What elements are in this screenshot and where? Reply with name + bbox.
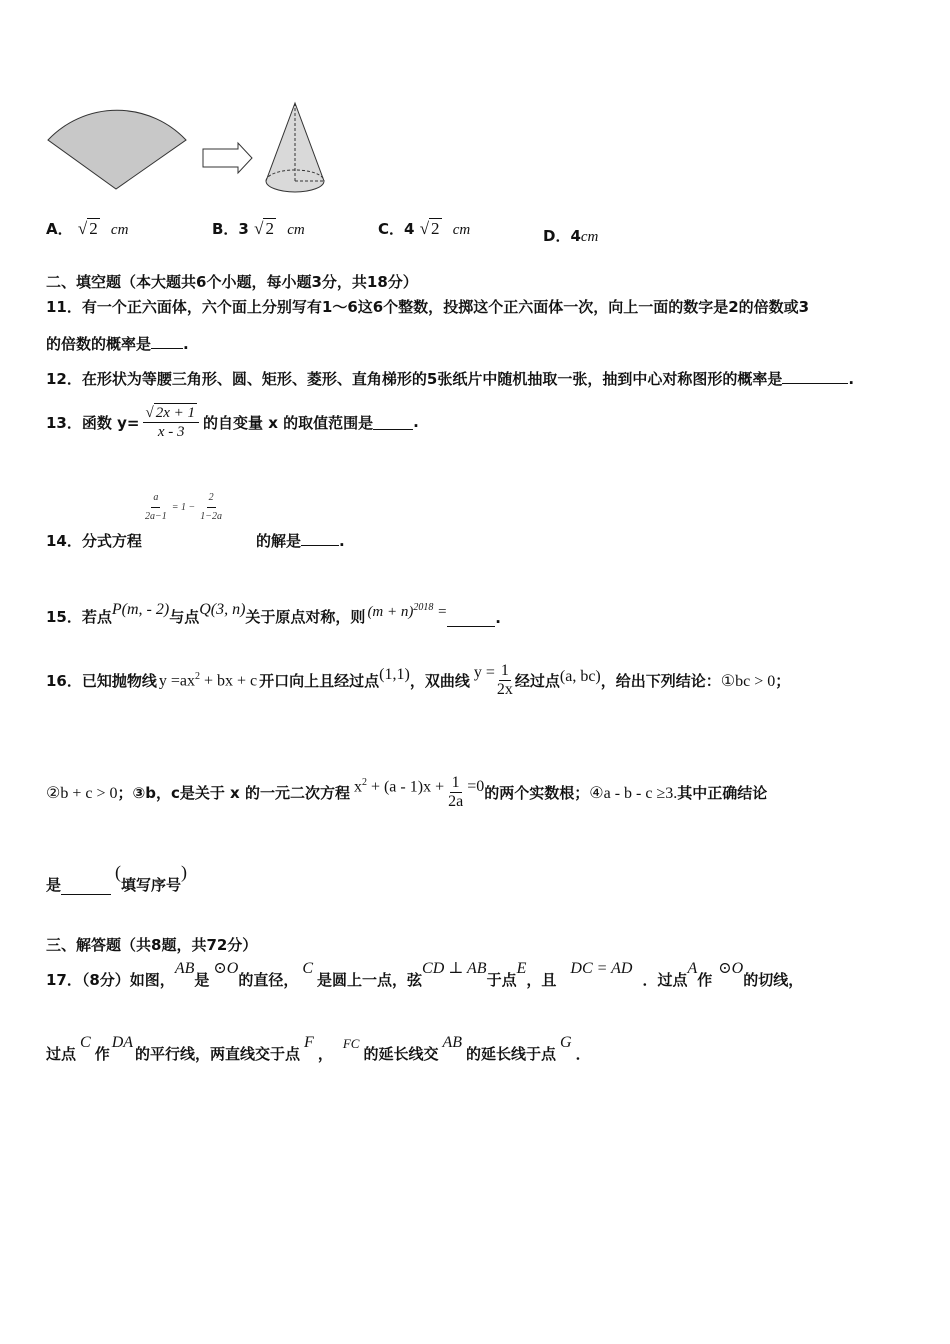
sector-cone-figure bbox=[40, 95, 340, 205]
q14-prefix: 14．分式方程 bbox=[46, 532, 142, 550]
option-d: D．4cm bbox=[543, 227, 599, 245]
q16-line1: 16．已知抛物线 $y =ax^2$ + bx + c 开口向上且经过点 (1,1) ，双曲线 y = $\frac{1}{2x}$ 经过点 (a, bc) ，给出下列结论： ①bc > 0 ； bbox=[46, 662, 791, 698]
answer-blank bbox=[151, 334, 183, 349]
q14-suffix: 的解是 . bbox=[256, 532, 345, 550]
section3-title: 三、解答题（共8题，共72分） bbox=[46, 936, 258, 954]
sector-shape bbox=[48, 110, 186, 189]
answer-blank bbox=[61, 880, 111, 895]
q17-line2: 过点 C 作 DA 的平行线，两直线交于点 F ， FC 的延长线交 AB 的延长线于点 G ． bbox=[46, 1034, 591, 1063]
q16-line2: ②b + c > 0 ；③b，c是关于 x 的一元二次方程 $x^2 + (a - 1)x$ + $\frac{1}{2a}$ =0 的两个实数根； ④a - b - c ≥3. 其中正确结论 bbox=[46, 774, 768, 810]
cone-shape bbox=[266, 103, 324, 192]
answer-blank bbox=[301, 531, 339, 546]
option-a: A． √ 2 cm bbox=[46, 219, 129, 238]
q15: 15．若点 P(m, - 2) 与点 Q(3, n) 关于原点对称，则 $(m + n)^{2018}$ = . bbox=[46, 601, 501, 627]
q17-line1: 17．（8分）如图， AB 是 ⊙O 的直径， C 是圆上一点，弦 CD ⊥ AB 于点 E ，且 DC = AD ．过点 A 作 ⊙O 的切线， bbox=[46, 960, 804, 989]
q11-line1: 11．有一个正六面体，六个面上分别写有1～6这6个整数，投掷这个正六面体一次，向上一面的数字是2的倍数或3 bbox=[46, 298, 810, 316]
q12: 12．在形状为等腰三角形、圆、矩形、菱形、直角梯形的5张纸片中随机抽取一张，抽到中心对称图形的概率是 . bbox=[46, 370, 855, 388]
answer-blank bbox=[447, 612, 495, 627]
q16-line3: 是 ( 填写序号 ) bbox=[46, 862, 188, 894]
option-c: C．4 √ 2 cm bbox=[378, 219, 471, 238]
answer-blank bbox=[782, 369, 848, 384]
option-b: B．3 √ 2 cm bbox=[212, 219, 305, 238]
q13: 13．函数 y= $\frac{√ 2x + 1}{x - 3}$ 的自变量 x 的取值范围是 . bbox=[46, 405, 419, 440]
section2-title: 二、填空题（本大题共6个小题，每小题3分，共18分） bbox=[46, 273, 418, 291]
arrow-icon bbox=[203, 143, 252, 173]
answer-blank bbox=[373, 415, 413, 430]
q14-equation: $\frac{a}{2a-1}$ = 1 − $\frac{2}{1-2a}$ bbox=[143, 489, 224, 526]
q11-line2: 的倍数的概率是 . bbox=[46, 335, 189, 353]
